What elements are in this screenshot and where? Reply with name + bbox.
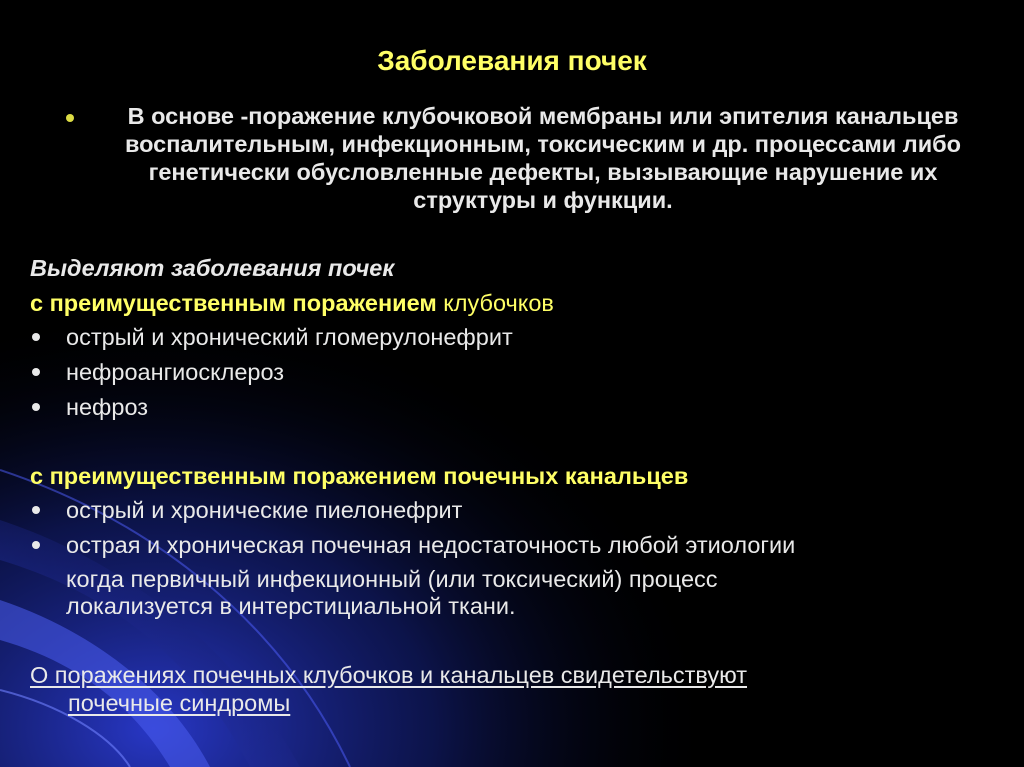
- group1-heading-bold: с преимущественным поражением: [30, 290, 437, 316]
- footer-link-line2: почечные синдромы: [68, 690, 291, 716]
- footer-link[interactable]: [30, 661, 930, 717]
- group1-heading: [30, 289, 554, 317]
- group1-heading-tail: клубочков: [436, 290, 554, 316]
- bullet-icon: [32, 541, 40, 549]
- bullet-icon: [32, 506, 40, 514]
- slide-title: Заболевания почек: [377, 45, 647, 76]
- bullet-icon: [32, 333, 40, 341]
- bullet-icon: [32, 403, 40, 411]
- bullet-icon: [66, 114, 74, 122]
- intro-paragraph: [66, 102, 996, 214]
- intro-text: В основе -поражение клубочковой мембраны или эпителия канальцев воспалительным, инфекционным, токсическим и др. процессами либо генетически обусловленные дефекты, вызывающие нарушение их структуры и функции.: [124, 103, 962, 213]
- list-item: острая и хроническая почечная недостаточность любой этиологии: [66, 532, 796, 558]
- section-heading: Выделяют заболевания почек: [30, 255, 395, 281]
- list-item: острый и хронические пиелонефрит: [66, 497, 463, 523]
- group2-heading: с преимущественным поражением почечных канальцев: [30, 463, 689, 489]
- group2-note-line1: когда первичный инфекционный (или токсический) процесс: [66, 566, 718, 592]
- list-item: нефроз: [66, 394, 149, 420]
- list-item: нефроангиосклероз: [66, 359, 285, 385]
- footer-link-line1: О поражениях почечных клубочков и канальцев свидетельствуют: [30, 662, 748, 688]
- bullet-icon: [32, 368, 40, 376]
- group2-note-line2: локализуется в интерстициальной ткани.: [66, 593, 516, 619]
- list-item: острый и хронический гломерулонефрит: [66, 324, 513, 350]
